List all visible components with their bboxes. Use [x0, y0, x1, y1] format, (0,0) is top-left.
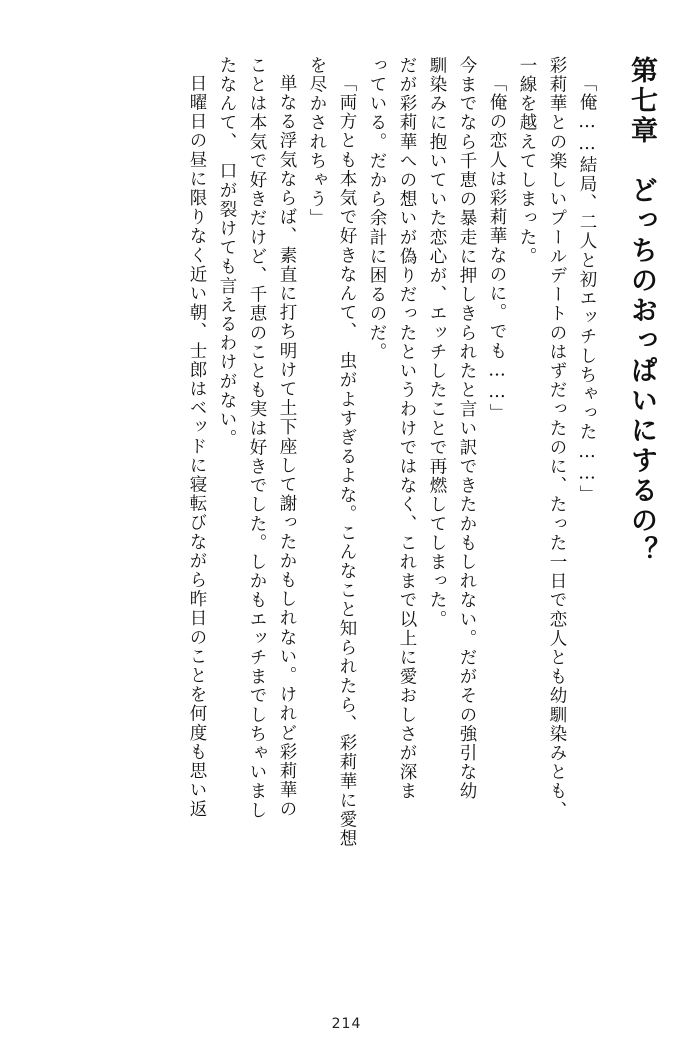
- body-line: たなんて、 口が裂けても言えるわけがない。: [217, 56, 237, 449]
- body-line: 馴染みに抱いていた恋心が、エッチしたことで再燃してしまった。: [427, 56, 447, 629]
- body-line: 「両方とも本気で好きなんて、 虫がよすぎるよな。こんなこと知られたら、彩莉華に愛想: [337, 74, 357, 849]
- body-line: ことは本気で好きだけど、千恵のことも実は好きでした。しかもエッチまでしちゃいまし: [247, 56, 267, 820]
- body-line: っている。だから余計に困るのだ。: [367, 56, 387, 362]
- body-line: 彩莉華との楽しいプールデートのはずだったのに、たった一日で恋人とも幼馴染みとも、: [547, 56, 567, 820]
- chapter-heading: 第七章 どっちのおっぱいにするの？: [626, 56, 657, 566]
- body-line: 「俺の恋人は彩莉華なのに。でも……」: [487, 74, 507, 423]
- vertical-text-block: [38, 56, 655, 986]
- body-line: 「俺……結局、二人と初エッチしちゃった……」: [577, 74, 597, 505]
- body-line: だが彩莉華への想いが偽りだったというわけではなく、これまで以上に愛おしさが深ま: [397, 56, 417, 801]
- body-line: を尽かされちゃう」: [307, 56, 327, 228]
- page-number: 214: [331, 1016, 362, 1032]
- body-line: 単なる浮気ならば、素直に打ち明けて土下座して謝ったかもしれない。けれど彩莉華の: [277, 74, 297, 819]
- body-line: 日曜日の昼に限りなく近い朝、士郎はベッドに寝転びながら昨日のことを何度も思い返: [187, 74, 207, 819]
- body-line: 一線を越えてしまった。: [517, 56, 537, 267]
- body-line: 今までなら千恵の暴走に押しきられたと言い訳できたかもしれない。だがその強引な幼: [457, 56, 477, 801]
